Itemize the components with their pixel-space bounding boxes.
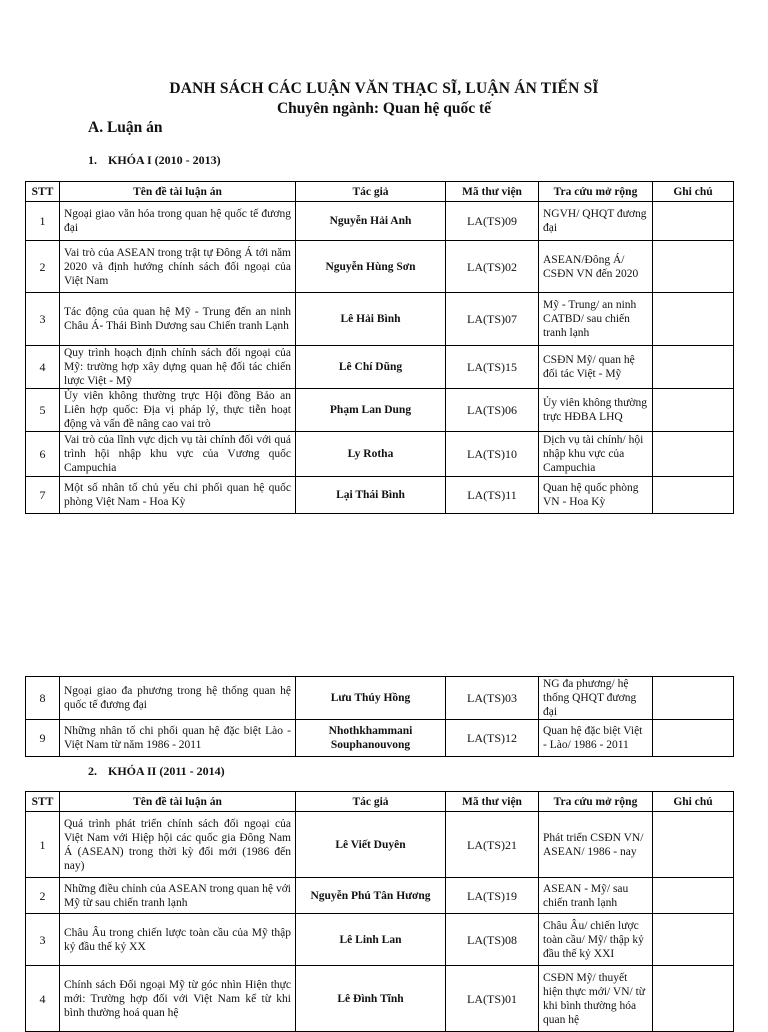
library-code: LA(TS)03	[446, 677, 539, 720]
row-number: 2	[26, 878, 60, 914]
author: Ly Rotha	[296, 432, 446, 477]
row-number: 5	[26, 389, 60, 432]
row-number: 3	[26, 293, 60, 346]
lookup-keywords: ASEAN/Đông Á/ CSĐN VN đến 2020	[539, 241, 653, 293]
thesis-title: Quy trình hoạch định chính sách đối ngoại của Mỹ: trường hợp xây dựng quan hệ đối tác chiến lược Việt - Mỹ	[60, 346, 296, 389]
header-stt: STT	[26, 182, 60, 202]
row-number: 4	[26, 346, 60, 389]
header-author: Tác giả	[296, 792, 446, 812]
table-row	[26, 293, 734, 346]
author: Lê Chí Dũng	[296, 346, 446, 389]
section-heading: A. Luận án	[88, 119, 163, 136]
course-label: KHÓA I (2010 - 2013)	[108, 153, 221, 167]
author: Lê Hải Bình	[296, 293, 446, 346]
table-row	[26, 432, 734, 477]
table-row	[26, 677, 734, 720]
table-row	[26, 878, 734, 914]
row-number: 1	[26, 202, 60, 241]
library-code: LA(TS)06	[446, 389, 539, 432]
thesis-title: Những nhân tố chi phối quan hệ đặc biệt Lào - Việt Nam từ năm 1986 - 2011	[60, 720, 296, 757]
author: Lê Linh Lan	[296, 914, 446, 966]
author: Nguyễn Hùng Sơn	[296, 241, 446, 293]
thesis-title: Ngoại giao văn hóa trong quan hệ quốc tế đương đại	[60, 202, 296, 241]
lookup-keywords: CSĐN Mỹ/ thuyết hiện thực mới/ VN/ từ khi bình thường hóa quan hệ	[539, 966, 653, 1032]
lookup-keywords: CSĐN Mỹ/ quan hệ đối tác Việt - Mỹ	[539, 346, 653, 389]
table-row	[26, 202, 734, 241]
library-code: LA(TS)02	[446, 241, 539, 293]
lookup-keywords: Ủy viên không thường trực HĐBA LHQ	[539, 389, 653, 432]
notes	[653, 241, 734, 293]
lookup-keywords: Quan hệ quốc phòng VN - Hoa Kỳ	[539, 477, 653, 514]
notes	[653, 202, 734, 241]
header-library-code: Mã thư viện	[446, 792, 539, 812]
course-label: KHÓA II (2011 - 2014)	[108, 764, 225, 778]
header-author: Tác giả	[296, 182, 446, 202]
lookup-keywords: NG đa phương/ hệ thống QHQT đương đại	[539, 677, 653, 720]
notes	[653, 966, 734, 1032]
table-header-row	[26, 792, 734, 812]
library-code: LA(TS)12	[446, 720, 539, 757]
thesis-title: Chính sách Đối ngoại Mỹ từ góc nhìn Hiện thực mới: Trường hợp đối với Việt Nam kể từ khi bình thường hoá quan hệ	[60, 966, 296, 1032]
table-row	[26, 720, 734, 757]
library-code: LA(TS)11	[446, 477, 539, 514]
library-code: LA(TS)19	[446, 878, 539, 914]
thesis-table-course-1-continued	[25, 676, 734, 757]
lookup-keywords: NGVH/ QHQT đương đại	[539, 202, 653, 241]
row-number: 1	[26, 812, 60, 878]
library-code: LA(TS)10	[446, 432, 539, 477]
table-header-row	[26, 182, 734, 202]
document-subtitle: Chuyên ngành: Quan hệ quốc tế	[276, 100, 492, 117]
library-code: LA(TS)15	[446, 346, 539, 389]
lookup-keywords: Quan hệ đặc biệt Việt - Lào/ 1986 - 2011	[539, 720, 653, 757]
notes	[653, 293, 734, 346]
notes	[653, 914, 734, 966]
table-row	[26, 812, 734, 878]
table-row	[26, 914, 734, 966]
author: Lê Đình Tĩnh	[296, 966, 446, 1032]
thesis-title: Ngoại giao đa phương trong hệ thống quan hệ quốc tế đương đại	[60, 677, 296, 720]
library-code: LA(TS)09	[446, 202, 539, 241]
author: Nguyễn Hải Anh	[296, 202, 446, 241]
author: Nguyễn Phú Tân Hương	[296, 878, 446, 914]
table-row	[26, 241, 734, 293]
row-number: 7	[26, 477, 60, 514]
thesis-title: Những điều chỉnh của ASEAN trong quan hệ với Mỹ từ sau chiến tranh lạnh	[60, 878, 296, 914]
library-code: LA(TS)08	[446, 914, 539, 966]
notes	[653, 477, 734, 514]
header-lookup: Tra cứu mở rộng	[539, 792, 653, 812]
header-library-code: Mã thư viện	[446, 182, 539, 202]
lookup-keywords: Dịch vụ tài chính/ hội nhập khu vực của Campuchia	[539, 432, 653, 477]
table-row	[26, 966, 734, 1032]
author: Lại Thái Bình	[296, 477, 446, 514]
header-title: Tên đề tài luận án	[60, 792, 296, 812]
thesis-title: Tác động của quan hệ Mỹ - Trung đến an ninh Châu Á- Thái Bình Dương sau Chiến tranh Lạnh	[60, 293, 296, 346]
thesis-table-course-1	[25, 181, 734, 514]
notes	[653, 432, 734, 477]
notes	[653, 346, 734, 389]
row-number: 8	[26, 677, 60, 720]
thesis-title: Quá trình phát triển chính sách đối ngoại của Việt Nam với Hiệp hội các quốc gia Đông Nam Á (ASEAN) trong thời kỳ đổi mới (1986 đến nay)	[60, 812, 296, 878]
course-number: 2.	[88, 764, 97, 778]
notes	[653, 677, 734, 720]
library-code: LA(TS)07	[446, 293, 539, 346]
notes	[653, 812, 734, 878]
lookup-keywords: Châu Âu/ chiến lược toàn cầu/ Mỹ/ thập kỷ đầu thế kỷ XXI	[539, 914, 653, 966]
author: Lê Viết Duyên	[296, 812, 446, 878]
table-row	[26, 389, 734, 432]
row-number: 3	[26, 914, 60, 966]
notes	[653, 878, 734, 914]
course-heading-1	[88, 153, 221, 168]
lookup-keywords: Mỹ - Trung/ an ninh CATBD/ sau chiến tranh lạnh	[539, 293, 653, 346]
thesis-title: Châu Âu trong chiến lược toàn cầu của Mỹ thập kỷ đầu thế kỷ XX	[60, 914, 296, 966]
table-row	[26, 477, 734, 514]
document-title: DANH SÁCH CÁC LUẬN VĂN THẠC SĨ, LUẬN ÁN TIẾN SĨ	[169, 80, 599, 97]
author: Nhothkhammani Souphanouvong	[296, 720, 446, 757]
row-number: 2	[26, 241, 60, 293]
header-lookup: Tra cứu mở rộng	[539, 182, 653, 202]
header-notes: Ghi chú	[653, 182, 734, 202]
row-number: 4	[26, 966, 60, 1032]
thesis-title: Vai trò của lĩnh vực dịch vụ tài chính đối với quá trình hội nhập khu vực của Vương quốc Campuchia	[60, 432, 296, 477]
row-number: 6	[26, 432, 60, 477]
header-title: Tên đề tài luận án	[60, 182, 296, 202]
author: Lưu Thúy Hồng	[296, 677, 446, 720]
author: Phạm Lan Dung	[296, 389, 446, 432]
thesis-table-course-2	[25, 791, 734, 1032]
course-number: 1.	[88, 153, 97, 167]
thesis-title: Vai trò của ASEAN trong trật tự Đông Á tới năm 2020 và định hướng chính sách đối ngoại của Việt Nam	[60, 241, 296, 293]
notes	[653, 389, 734, 432]
table-row	[26, 346, 734, 389]
thesis-title: Một số nhân tố chủ yếu chi phối quan hệ quốc phòng Việt Nam - Hoa Kỳ	[60, 477, 296, 514]
notes	[653, 720, 734, 757]
thesis-title: Ủy viên không thường trực Hội đồng Bảo an Liên hợp quốc: Địa vị pháp lý, thực tiễn hoạt động và vấn đề nâng cao vai trò	[60, 389, 296, 432]
lookup-keywords: Phát triển CSĐN VN/ ASEAN/ 1986 - nay	[539, 812, 653, 878]
header-stt: STT	[26, 792, 60, 812]
row-number: 9	[26, 720, 60, 757]
course-heading-2	[88, 764, 225, 779]
header-notes: Ghi chú	[653, 792, 734, 812]
library-code: LA(TS)21	[446, 812, 539, 878]
library-code: LA(TS)01	[446, 966, 539, 1032]
lookup-keywords: ASEAN - Mỹ/ sau chiến tranh lạnh	[539, 878, 653, 914]
